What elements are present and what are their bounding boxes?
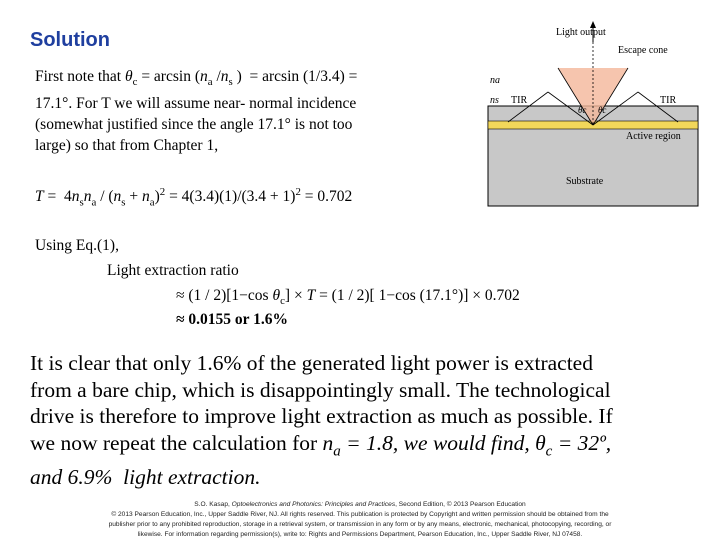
conclusion-line-1: It is clear that only 1.6% of the generated light power is extracted bbox=[30, 351, 593, 375]
led-escape-cone-diagram bbox=[478, 18, 700, 208]
na-label: na bbox=[490, 75, 500, 86]
conclusion-line-3: drive is therefore to improve light extraction as much as possible. If bbox=[30, 404, 613, 428]
conclusion-line-2: from a bare chip, which is disappointingly small. The technological bbox=[30, 377, 611, 402]
theta-label-right: θc bbox=[598, 105, 607, 115]
active-region-label: Active region bbox=[626, 131, 681, 142]
conclusion-paragraph bbox=[30, 350, 690, 491]
transmission-equation: $T = 4n_sn_a / (n_s + n_a)^2 = 4(3.4)(1)/(3.4 + 1)^2 = 0.702$ bbox=[35, 186, 353, 209]
substrate-label: Substrate bbox=[566, 176, 604, 187]
light-output-label: Light output bbox=[556, 27, 606, 38]
extraction-formula: ≈ (1 / 2)[1−cos $\theta_c] \times T = (1 / 2)$[ 1−cos (17.1°)] × 0.702 bbox=[176, 287, 520, 308]
tir-label-left: TIR bbox=[511, 95, 528, 106]
escape-cone-label: Escape cone bbox=[618, 45, 668, 56]
footer-line-3: publisher prior to any prohibited reproduction, storage in a retrieval system, or transmission in any form or by any means, electronic, mechanical, photocopying, recording, or bbox=[108, 521, 612, 528]
conclusion-line-4: we now repeat the calculation for $n_a = 1.8$, we would find, $\theta_c$ = 32º, bbox=[30, 430, 612, 459]
slide-title: Solution bbox=[30, 29, 110, 51]
intro-line-1: First note that $\theta_c = \arcsin (n_a$ $/n_s$ ) = arcsin (1/3.4) = bbox=[35, 68, 358, 89]
extraction-result: ≈ 0.0155 or 1.6% bbox=[176, 311, 288, 328]
light-extraction-label: Light extraction ratio bbox=[107, 262, 239, 279]
using-eq-label: Using Eq.(1), bbox=[35, 237, 119, 254]
tir-label-right: TIR bbox=[660, 95, 677, 106]
footer-line-2: © 2013 Pearson Education, Inc., Upper Saddle River, NJ. All rights reserved. This publication is protected by Copyright and written permission should be obtained from the bbox=[111, 511, 609, 518]
ns-label: ns bbox=[490, 95, 499, 106]
intro-line-3: (somewhat justified since the angle 17.1° is not too bbox=[35, 116, 353, 134]
conclusion-line-5: and 6.9% light extraction. bbox=[30, 465, 261, 490]
intro-line-4: large) so that from Chapter 1, bbox=[35, 137, 219, 155]
footer-line-4: likewise. For information regarding permission(s), write to: Rights and Permissions Department, Pearson Education, Inc., Upper Saddle River, NJ 07458. bbox=[137, 531, 583, 538]
footer-line-1: S.O. Kasap, Optoelectronics and Photonics: Principles and Practices, Second Edition, © 2013 Pearson Education bbox=[194, 501, 526, 508]
intro-line-2: 17.1°. For T we will assume near- normal incidence bbox=[35, 95, 357, 113]
intro-paragraph bbox=[35, 66, 460, 156]
copyright-footer bbox=[20, 500, 700, 540]
theta-label-left: θc bbox=[578, 105, 587, 115]
